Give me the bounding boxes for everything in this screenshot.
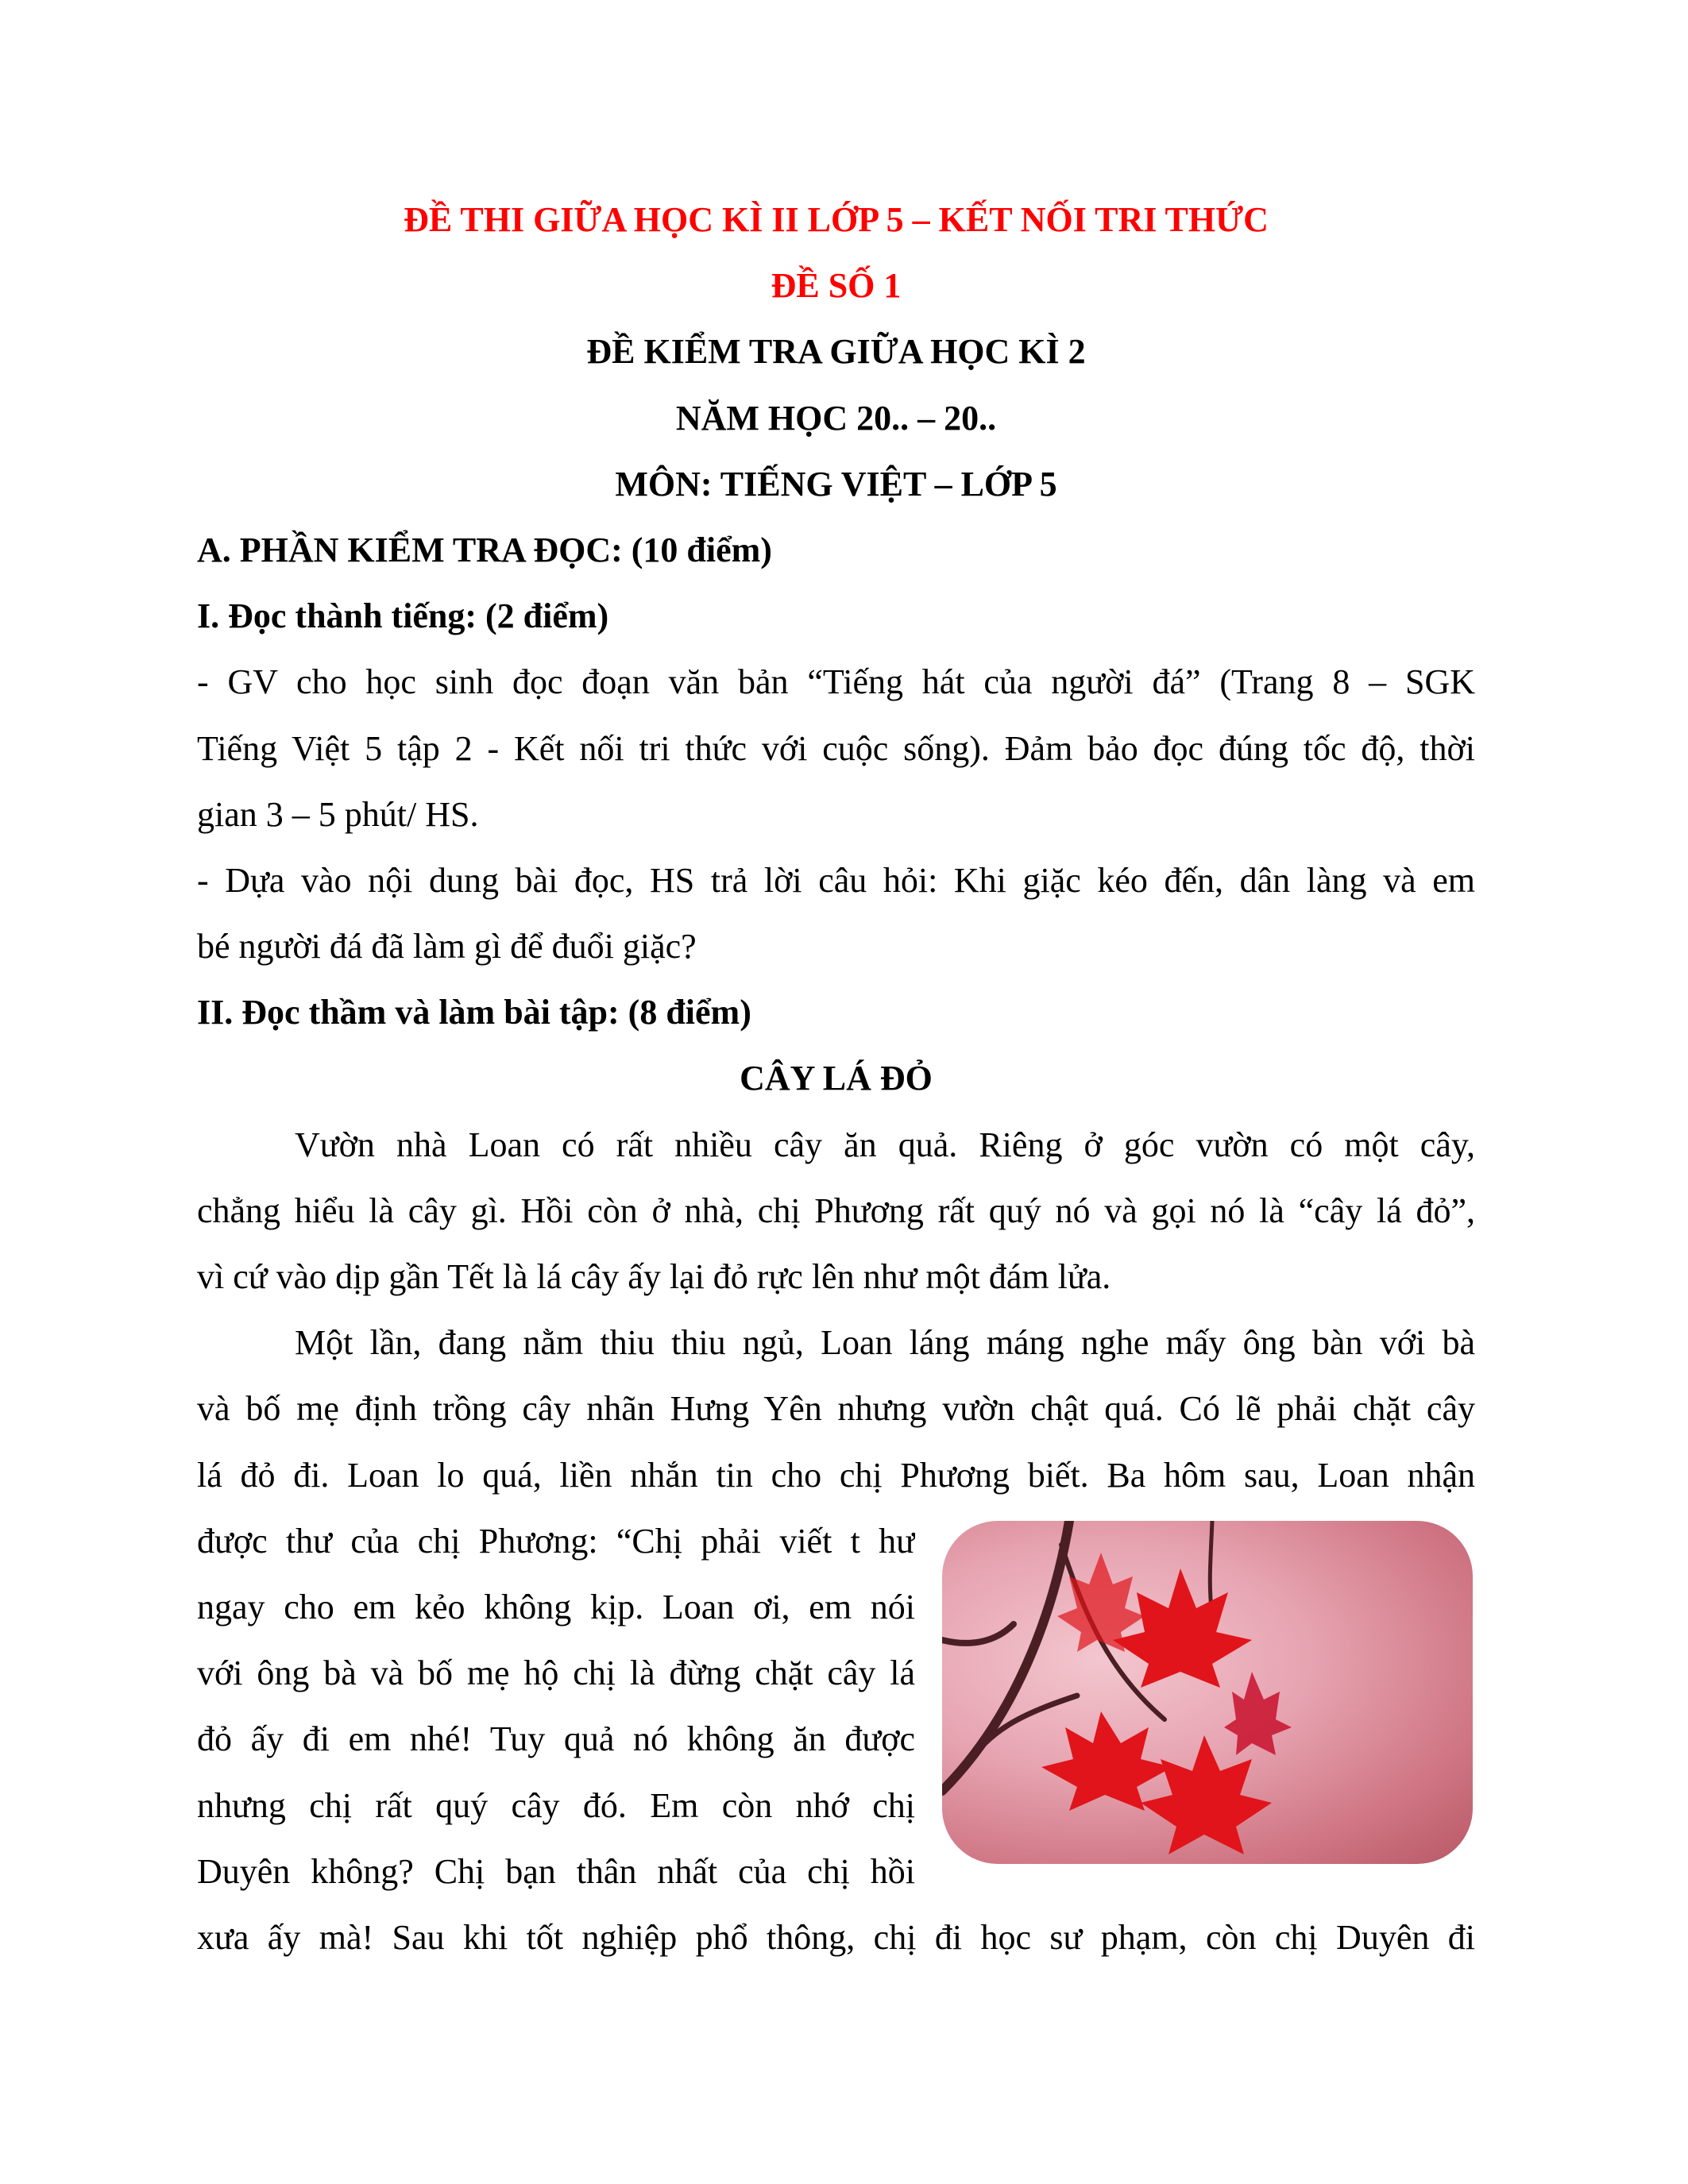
story-line: được thư của chị Phương: “Chị phải viết t hư: [197, 1521, 915, 1561]
red-maple-leaves-photo: [942, 1521, 1473, 1864]
part1-line: Tiếng Việt 5 tập 2 - Kết nối tri thức với cuộc sống). Đảm bảo đọc đúng tốc độ, thời: [197, 728, 1475, 768]
part1-line: - GV cho học sinh đọc đoạn văn bản “Tiếng hát của người đá” (Trang 8 – SGK: [197, 662, 1475, 702]
story-line: ngay cho em kẻo không kịp. Loan ơi, em nói: [197, 1587, 915, 1626]
exam-subtitle: ĐỀ KIỂM TRA GIỮA HỌC KÌ 2: [586, 332, 1086, 372]
story-line: lá đỏ đi. Loan lo quá, liền nhắn tin cho chị Phương biết. Ba hôm sau, Loan nhận: [197, 1455, 1475, 1495]
section-a-heading: A. PHẦN KIỂM TRA ĐỌC: (10 điểm): [197, 530, 772, 569]
exam-title: ĐỀ THI GIỮA HỌC KÌ II LỚP 5 – KẾT NỐI TRI THỨC: [404, 200, 1269, 239]
story-line: chẳng hiểu là cây gì. Hồi còn ở nhà, chị Phương rất quý nó và gọi nó là “cây lá đỏ”,: [197, 1190, 1475, 1230]
part1-line: gian 3 – 5 phút/ HS.: [197, 794, 479, 834]
story-line: Một lần, đang nằm thiu thiu ngủ, Loan láng máng nghe mấy ông bàn với bà: [295, 1323, 1475, 1363]
subject: MÔN: TIẾNG VIỆT – LỚP 5: [615, 464, 1057, 504]
story-line: và bố mẹ định trồng cây nhãn Hưng Yên nhưng vườn chật quá. Có lẽ phải chặt cây: [197, 1389, 1475, 1429]
story-line: Vườn nhà Loan có rất nhiều cây ăn quả. Riêng ở góc vườn có một cây,: [295, 1125, 1475, 1164]
exam-number: ĐỀ SỐ 1: [771, 266, 902, 306]
story-line: vì cứ vào dịp gần Tết là lá cây ấy lại đỏ rực lên như một đám lửa.: [197, 1257, 1111, 1296]
school-year: NĂM HỌC 20.. – 20..: [675, 398, 997, 438]
part1-line: bé người đá đã làm gì để đuổi giặc?: [197, 927, 697, 967]
part2-heading: II. Đọc thầm và làm bài tập: (8 điểm): [197, 993, 751, 1032]
part1-line: - Dựa vào nội dung bài đọc, HS trả lời câu hỏi: Khi giặc kéo đến, dân làng và em: [197, 860, 1475, 900]
story-line: nhưng chị rất quý cây đó. Em còn nhớ chị: [197, 1785, 915, 1825]
maple-leaf-icon: [1041, 1553, 1292, 1854]
story-title: CÂY LÁ ĐỎ: [740, 1059, 933, 1098]
story-line: với ông bà và bố mẹ hộ chị là đừng chặt cây lá: [197, 1653, 915, 1693]
part1-heading: I. Đọc thành tiếng: (2 điểm): [197, 596, 609, 636]
story-line: Duyên không? Chị bạn thân nhất của chị hồi: [197, 1851, 915, 1891]
story-line: đỏ ấy đi em nhé! Tuy quả nó không ăn được: [197, 1719, 915, 1759]
story-line: xưa ấy mà! Sau khi tốt nghiệp phổ thông, chị đi học sư phạm, còn chị Duyên đi: [197, 1917, 1475, 1957]
